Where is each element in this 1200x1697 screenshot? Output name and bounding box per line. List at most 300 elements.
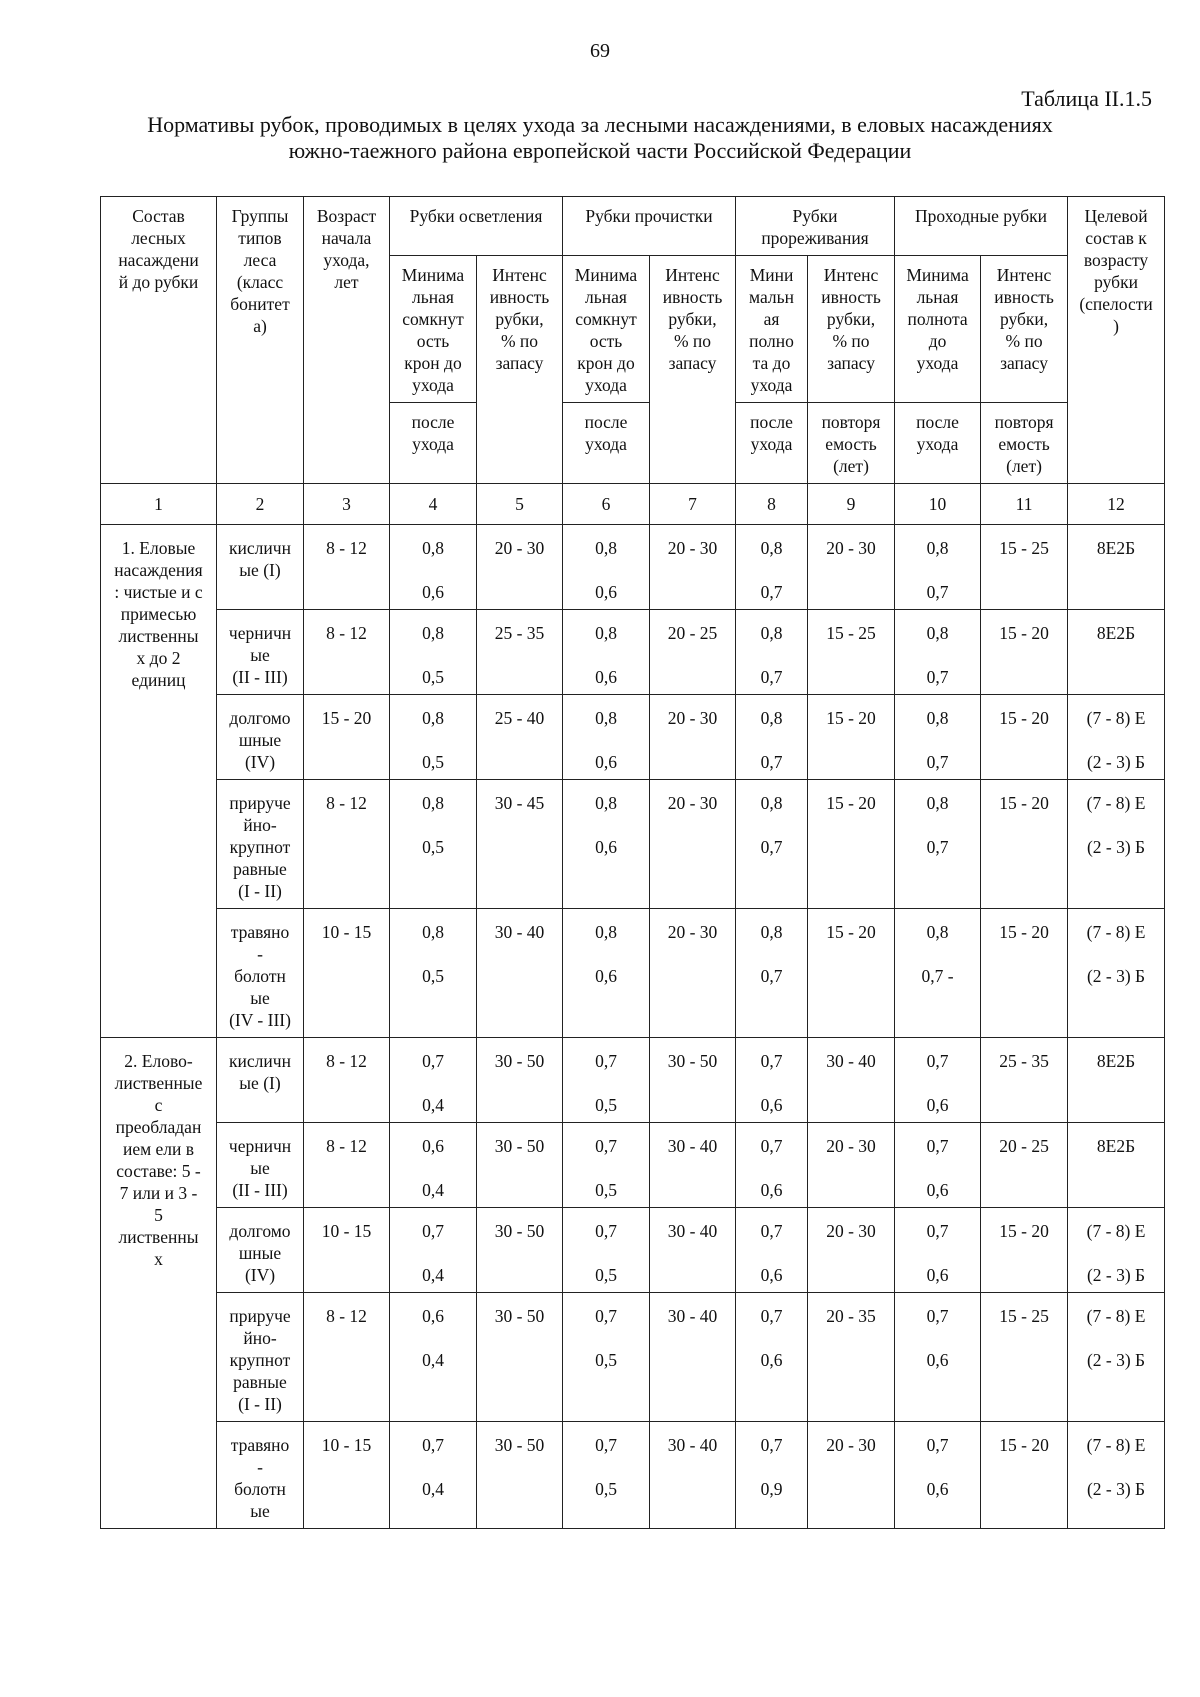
text-line: 15 - 20 bbox=[999, 793, 1049, 813]
text-line: прируче bbox=[229, 793, 291, 813]
text-line: полно bbox=[749, 331, 794, 351]
clearing-intensity-cell bbox=[477, 525, 563, 610]
text-line: 20 - 30 bbox=[826, 1435, 876, 1455]
text-line: (II - III) bbox=[232, 667, 288, 687]
text-line: 0,6 bbox=[926, 1095, 949, 1115]
norms-table bbox=[100, 196, 1165, 1529]
passage-min-density-cell bbox=[895, 1422, 981, 1529]
forest-type-group bbox=[217, 909, 304, 1038]
passage-min-density-cell bbox=[895, 525, 981, 610]
text-line: 15 - 20 bbox=[826, 793, 876, 813]
clearing-min-closure-cell bbox=[390, 610, 477, 695]
thinning-min-density-cell bbox=[736, 1208, 808, 1293]
text-line: ая bbox=[763, 309, 780, 329]
thinning-min-density-cell bbox=[736, 1123, 808, 1208]
text-line: (7 - 8) Е bbox=[1086, 793, 1146, 813]
text-line: 15 - 20 bbox=[321, 708, 372, 728]
header-passage-cuts: Проходные рубки bbox=[895, 197, 1068, 256]
cleaning-intensity-cell bbox=[650, 1208, 736, 1293]
header-after-care bbox=[895, 403, 981, 484]
text-line: 15 - 20 bbox=[999, 922, 1049, 942]
text-line: 30 - 40 bbox=[667, 1306, 718, 1326]
column-number: 3 bbox=[304, 484, 390, 525]
column-number: 10 bbox=[895, 484, 981, 525]
text-line: 30 - 50 bbox=[494, 1306, 545, 1326]
thinning-intensity-cell bbox=[808, 1123, 895, 1208]
thinning-min-density-cell bbox=[736, 909, 808, 1038]
text-line: йно- bbox=[243, 1328, 277, 1348]
column-number: 8 bbox=[736, 484, 808, 525]
text-line: ухода bbox=[412, 375, 454, 395]
table-reference: Таблица II.1.5 bbox=[1021, 86, 1152, 111]
target-composition-cell bbox=[1068, 1123, 1165, 1208]
text-line: рубки, bbox=[999, 309, 1049, 329]
text-line: Интенс bbox=[823, 265, 879, 285]
text-line: льная bbox=[412, 287, 454, 307]
forest-type-group bbox=[217, 610, 304, 695]
thinning-intensity-cell bbox=[808, 610, 895, 695]
text-line: 15 - 20 bbox=[999, 623, 1049, 643]
text-line: до bbox=[928, 331, 947, 351]
text-line: 0,6 bbox=[760, 1350, 783, 1370]
text-line: составе: 5 - bbox=[116, 1161, 201, 1181]
forest-type-group bbox=[217, 1123, 304, 1208]
text-line: 0,6 bbox=[595, 752, 617, 772]
forest-type-group bbox=[217, 695, 304, 780]
cleaning-min-closure-cell bbox=[563, 909, 650, 1038]
text-line: ухода bbox=[750, 434, 793, 454]
target-composition-cell bbox=[1068, 695, 1165, 780]
text-line: 0,7 bbox=[926, 1051, 949, 1071]
text-line: 0,7 bbox=[760, 582, 783, 602]
text-line: емость bbox=[825, 434, 877, 454]
start-age-cell bbox=[304, 780, 390, 909]
text-line: черничн bbox=[228, 1136, 292, 1156]
text-line: (спелости bbox=[1079, 294, 1153, 314]
cleaning-min-closure-cell bbox=[563, 1293, 650, 1422]
text-line: 20 - 25 bbox=[667, 623, 718, 643]
text-line: та до bbox=[752, 353, 791, 373]
text-line: 0,7 bbox=[760, 752, 783, 772]
text-line: травяно bbox=[230, 1435, 290, 1455]
text-line: лиственные bbox=[114, 1073, 203, 1093]
text-line: лиственны bbox=[118, 1227, 199, 1247]
cleaning-intensity-cell bbox=[650, 909, 736, 1038]
start-age-cell bbox=[304, 1208, 390, 1293]
text-line: ) bbox=[1113, 316, 1119, 336]
text-line: крон до bbox=[404, 353, 462, 373]
cleaning-intensity-cell bbox=[650, 1038, 736, 1123]
start-age-cell bbox=[304, 909, 390, 1038]
passage-intensity-cell bbox=[981, 1422, 1068, 1529]
text-line: 30 - 50 bbox=[494, 1435, 545, 1455]
text-line: Целевой bbox=[1084, 206, 1148, 226]
text-line: 10 - 15 bbox=[321, 1221, 372, 1241]
text-line: - bbox=[257, 1457, 263, 1477]
text-line: 0,6 bbox=[926, 1350, 949, 1370]
text-line: 0,4 bbox=[422, 1350, 444, 1370]
start-age-cell bbox=[304, 610, 390, 695]
text-line: % по bbox=[1005, 331, 1043, 351]
start-age-cell bbox=[304, 1123, 390, 1208]
header-after-care bbox=[390, 403, 477, 484]
text-line: Интенс bbox=[492, 265, 547, 285]
text-line: болотн bbox=[234, 966, 286, 986]
text-line: % по bbox=[673, 331, 712, 351]
column-number: 4 bbox=[390, 484, 477, 525]
forest-type-group bbox=[217, 1422, 304, 1529]
text-line: 0,6 bbox=[595, 582, 617, 602]
text-line: 0,6 bbox=[926, 1479, 949, 1499]
text-line: 0,8 bbox=[926, 538, 949, 558]
header-min-density-before bbox=[736, 256, 808, 403]
clearing-min-closure-cell bbox=[390, 695, 477, 780]
clearing-min-closure-cell bbox=[390, 1293, 477, 1422]
text-line: 0,7 bbox=[422, 1051, 444, 1071]
target-composition-cell bbox=[1068, 1038, 1165, 1123]
thinning-min-density-cell bbox=[736, 1422, 808, 1529]
text-line: 0,7 bbox=[926, 752, 949, 772]
thinning-intensity-cell bbox=[808, 1208, 895, 1293]
text-line: 30 - 40 bbox=[667, 1221, 718, 1241]
passage-min-density-cell bbox=[895, 695, 981, 780]
text-line: 0,8 bbox=[760, 623, 783, 643]
header-min-crown-closure-before bbox=[390, 256, 477, 403]
cleaning-intensity-cell bbox=[650, 610, 736, 695]
table-row bbox=[101, 1293, 1165, 1422]
text-line: 0,7 bbox=[422, 1221, 444, 1241]
text-line: 15 - 20 bbox=[826, 708, 876, 728]
target-composition-cell bbox=[1068, 610, 1165, 695]
start-age-cell bbox=[304, 1038, 390, 1123]
thinning-intensity-cell bbox=[808, 1038, 895, 1123]
text-line: 0,9 bbox=[760, 1479, 783, 1499]
passage-min-density-cell bbox=[895, 1293, 981, 1422]
text-line: после bbox=[584, 412, 628, 432]
text-line: ухода bbox=[585, 375, 627, 395]
text-line: 8 - 12 bbox=[326, 1306, 367, 1326]
text-line: 0,7 bbox=[926, 837, 949, 857]
clearing-intensity-cell bbox=[477, 1123, 563, 1208]
text-line: 0,7 bbox=[760, 667, 783, 687]
text-line: (II - III) bbox=[232, 1180, 288, 1200]
text-line: ухода bbox=[916, 353, 959, 373]
table-row bbox=[101, 1208, 1165, 1293]
text-line: кисличн bbox=[229, 1051, 291, 1071]
text-line: болотн bbox=[234, 1479, 286, 1499]
header-repeat-interval bbox=[981, 403, 1068, 484]
text-line: 0,8 bbox=[422, 922, 444, 942]
text-line: (7 - 8) Е bbox=[1086, 922, 1146, 942]
column-number: 2 bbox=[217, 484, 304, 525]
text-line: (7 - 8) Е bbox=[1086, 1306, 1146, 1326]
text-line: ухода bbox=[585, 434, 627, 454]
passage-intensity-cell bbox=[981, 695, 1068, 780]
text-line: Состав bbox=[132, 206, 185, 226]
text-line: : чистые и с bbox=[114, 582, 203, 602]
text-line: запасу bbox=[668, 353, 717, 373]
text-line: преобладан bbox=[115, 1117, 202, 1137]
text-line: 0,7 bbox=[595, 1306, 617, 1326]
header-intensity bbox=[808, 256, 895, 403]
thinning-intensity-cell bbox=[808, 909, 895, 1038]
target-composition-cell bbox=[1068, 1208, 1165, 1293]
text-line: 0,6 bbox=[760, 1265, 783, 1285]
table-title-line: Нормативы рубок, проводимых в целях ухода за лесными насаждениями, в еловых насаждениях bbox=[147, 112, 1053, 137]
text-line: мальн bbox=[749, 287, 794, 307]
text-line: равные bbox=[233, 1372, 287, 1392]
text-line: 0,5 bbox=[422, 837, 444, 857]
text-line: 0,8 bbox=[422, 623, 444, 643]
text-line: Минима bbox=[401, 265, 465, 285]
text-line: льная bbox=[916, 287, 959, 307]
text-line: (2 - 3) Б bbox=[1086, 1350, 1146, 1370]
text-line: повторя bbox=[821, 412, 881, 432]
column-number: 7 bbox=[650, 484, 736, 525]
text-line: 15 - 25 bbox=[826, 623, 876, 643]
passage-intensity-cell bbox=[981, 1123, 1068, 1208]
text-line: 0,7 bbox=[760, 1435, 783, 1455]
text-line: 0,6 bbox=[422, 1136, 444, 1156]
text-line: 0,7 bbox=[926, 1136, 949, 1156]
target-composition-cell bbox=[1068, 780, 1165, 909]
clearing-intensity-cell bbox=[477, 780, 563, 909]
forest-type-group bbox=[217, 780, 304, 909]
clearing-min-closure-cell bbox=[390, 1123, 477, 1208]
text-line: прируче bbox=[229, 1306, 291, 1326]
text-line: ые (I) bbox=[239, 1073, 281, 1093]
text-line: 0,8 bbox=[595, 623, 617, 643]
text-line: 0,8 bbox=[760, 793, 783, 813]
column-number: 12 bbox=[1068, 484, 1165, 525]
text-line: х до 2 bbox=[136, 648, 181, 668]
text-line: 8Е2Б bbox=[1096, 623, 1136, 643]
text-line: Интенс bbox=[665, 265, 720, 285]
header-repeat-interval bbox=[808, 403, 895, 484]
passage-min-density-cell bbox=[895, 909, 981, 1038]
header-intensity bbox=[477, 256, 563, 484]
text-line: ые (I) bbox=[239, 560, 281, 580]
header-start-age bbox=[304, 197, 390, 484]
text-line: ивность bbox=[994, 287, 1054, 307]
text-line: состав к bbox=[1085, 228, 1147, 248]
cleaning-min-closure-cell bbox=[563, 610, 650, 695]
target-composition-cell bbox=[1068, 909, 1165, 1038]
text-line: 2. Елово- bbox=[124, 1051, 193, 1071]
text-line: 1. Еловые bbox=[121, 538, 196, 558]
passage-intensity-cell bbox=[981, 780, 1068, 909]
text-line: (7 - 8) Е bbox=[1086, 1435, 1146, 1455]
thinning-intensity-cell bbox=[808, 1422, 895, 1529]
text-line: прореживания bbox=[761, 228, 869, 248]
text-line: насаждени bbox=[118, 250, 199, 270]
text-line: возрасту bbox=[1083, 250, 1149, 270]
text-line: 25 - 40 bbox=[494, 708, 545, 728]
text-line: (2 - 3) Б bbox=[1086, 837, 1146, 857]
text-line: ые bbox=[250, 1158, 270, 1178]
table-row bbox=[101, 610, 1165, 695]
stand-composition bbox=[101, 1038, 217, 1529]
text-line: 10 - 15 bbox=[321, 922, 372, 942]
header-intensity bbox=[650, 256, 736, 484]
clearing-min-closure-cell bbox=[390, 780, 477, 909]
text-line: 0,7 bbox=[926, 667, 949, 687]
text-line: (I - II) bbox=[238, 881, 282, 901]
clearing-intensity-cell bbox=[477, 1038, 563, 1123]
cleaning-min-closure-cell bbox=[563, 780, 650, 909]
table-row bbox=[101, 1422, 1165, 1529]
clearing-intensity-cell bbox=[477, 695, 563, 780]
clearing-intensity-cell bbox=[477, 1208, 563, 1293]
clearing-intensity-cell bbox=[477, 1422, 563, 1529]
text-line: крупнот bbox=[229, 1350, 291, 1370]
header-min-density-before bbox=[895, 256, 981, 403]
text-line: 0,8 bbox=[595, 922, 617, 942]
header-clearing-cuts: Рубки осветления bbox=[390, 197, 563, 256]
text-line: ием ели в bbox=[122, 1139, 195, 1159]
text-line: ые bbox=[250, 1501, 270, 1521]
passage-min-density-cell bbox=[895, 1038, 981, 1123]
text-line: (7 - 8) Е bbox=[1086, 1221, 1146, 1241]
text-line: 8Е2Б bbox=[1096, 1051, 1136, 1071]
text-line: 0,6 bbox=[422, 582, 444, 602]
target-composition-cell bbox=[1068, 525, 1165, 610]
header-after-care bbox=[736, 403, 808, 484]
text-line: 25 - 35 bbox=[999, 1051, 1049, 1071]
text-line: после bbox=[411, 412, 455, 432]
thinning-intensity-cell bbox=[808, 695, 895, 780]
table-row bbox=[101, 1038, 1165, 1123]
text-line: 15 - 20 bbox=[999, 1221, 1049, 1241]
text-line: 20 - 30 bbox=[826, 1136, 876, 1156]
text-line: 0,7 bbox=[760, 1306, 783, 1326]
table-row bbox=[101, 909, 1165, 1038]
text-line: 0,7 bbox=[926, 1435, 949, 1455]
text-line: 20 - 30 bbox=[667, 708, 718, 728]
thinning-min-density-cell bbox=[736, 780, 808, 909]
text-line: ость bbox=[416, 331, 450, 351]
text-line: крон до bbox=[577, 353, 635, 373]
text-line: начала bbox=[321, 228, 372, 248]
column-number: 11 bbox=[981, 484, 1068, 525]
text-line: ухода bbox=[750, 375, 793, 395]
text-line: 0,7 - bbox=[921, 966, 954, 986]
thinning-min-density-cell bbox=[736, 1293, 808, 1422]
text-line: 0,7 bbox=[760, 1221, 783, 1241]
text-line: 8 - 12 bbox=[326, 793, 367, 813]
text-line: 0,4 bbox=[422, 1265, 444, 1285]
text-line: 15 - 20 bbox=[999, 1435, 1049, 1455]
text-line: 0,7 bbox=[422, 1435, 444, 1455]
text-line: й до рубки bbox=[118, 272, 199, 292]
text-line: 0,7 bbox=[595, 1136, 617, 1156]
text-line: Группы bbox=[231, 206, 289, 226]
text-line: 0,6 bbox=[926, 1180, 949, 1200]
text-line: % по bbox=[500, 331, 539, 351]
text-line: а) bbox=[253, 316, 267, 336]
header-cleaning-cuts: Рубки прочистки bbox=[563, 197, 736, 256]
text-line: 8 - 12 bbox=[326, 1051, 367, 1071]
text-line: (класс bbox=[236, 272, 284, 292]
text-line: 20 - 30 bbox=[667, 538, 718, 558]
text-line: Мини bbox=[749, 265, 794, 285]
header-thinning-cuts bbox=[736, 197, 895, 256]
text-line: (IV) bbox=[244, 1265, 276, 1285]
passage-min-density-cell bbox=[895, 1123, 981, 1208]
passage-intensity-cell bbox=[981, 1038, 1068, 1123]
text-line: 25 - 35 bbox=[494, 623, 545, 643]
text-line: ые bbox=[250, 645, 270, 665]
text-line: типов bbox=[238, 228, 282, 248]
text-line: после bbox=[916, 412, 959, 432]
header-intensity bbox=[981, 256, 1068, 403]
table-row bbox=[101, 1123, 1165, 1208]
text-line: 8 - 12 bbox=[326, 623, 367, 643]
text-line: лесных bbox=[131, 228, 186, 248]
clearing-intensity-cell bbox=[477, 610, 563, 695]
text-line: ухода, bbox=[323, 250, 370, 270]
text-line: 20 - 35 bbox=[826, 1306, 876, 1326]
text-line: 0,8 bbox=[926, 793, 949, 813]
text-line: лет bbox=[334, 272, 359, 292]
passage-intensity-cell bbox=[981, 909, 1068, 1038]
passage-intensity-cell bbox=[981, 1293, 1068, 1422]
thinning-intensity-cell bbox=[808, 780, 895, 909]
table-title bbox=[60, 112, 1140, 164]
cleaning-min-closure-cell bbox=[563, 1038, 650, 1123]
text-line: 0,5 bbox=[595, 1479, 617, 1499]
text-line: 0,8 bbox=[422, 793, 444, 813]
text-line: (I - II) bbox=[238, 1394, 282, 1414]
text-line: сомкнут bbox=[402, 309, 464, 329]
text-line: ивность bbox=[489, 287, 550, 307]
cleaning-intensity-cell bbox=[650, 1422, 736, 1529]
clearing-min-closure-cell bbox=[390, 1422, 477, 1529]
text-line: 0,6 bbox=[595, 966, 617, 986]
text-line: шные bbox=[238, 1243, 282, 1263]
text-line: 0,5 bbox=[422, 752, 444, 772]
passage-intensity-cell bbox=[981, 1208, 1068, 1293]
stand-composition bbox=[101, 525, 217, 1038]
cleaning-intensity-cell bbox=[650, 780, 736, 909]
cleaning-min-closure-cell bbox=[563, 1422, 650, 1529]
text-line: 0,7 bbox=[595, 1221, 617, 1241]
text-line: Возраст bbox=[316, 206, 377, 226]
text-line: 0,8 bbox=[760, 538, 783, 558]
text-line: (2 - 3) Б bbox=[1086, 1479, 1146, 1499]
passage-intensity-cell bbox=[981, 525, 1068, 610]
text-line: 8 - 12 bbox=[326, 1136, 367, 1156]
text-line: % по bbox=[832, 331, 870, 351]
text-line: 20 - 30 bbox=[826, 1221, 876, 1241]
thinning-min-density-cell bbox=[736, 1038, 808, 1123]
text-line: 0,4 bbox=[422, 1479, 444, 1499]
column-number: 6 bbox=[563, 484, 650, 525]
text-line: травяно bbox=[230, 922, 290, 942]
text-line: единиц bbox=[131, 670, 186, 690]
text-line: после bbox=[750, 412, 793, 432]
page-number: 69 bbox=[590, 40, 610, 62]
text-line: долгомо bbox=[229, 708, 291, 728]
column-number: 9 bbox=[808, 484, 895, 525]
text-line: Рубки bbox=[792, 206, 838, 226]
text-line: 0,5 bbox=[595, 1350, 617, 1370]
header-forest-type-group bbox=[217, 197, 304, 484]
text-line: 8Е2Б bbox=[1096, 538, 1136, 558]
text-line: - bbox=[257, 944, 263, 964]
text-line: 30 - 50 bbox=[494, 1051, 545, 1071]
text-line: 0,5 bbox=[422, 667, 444, 687]
